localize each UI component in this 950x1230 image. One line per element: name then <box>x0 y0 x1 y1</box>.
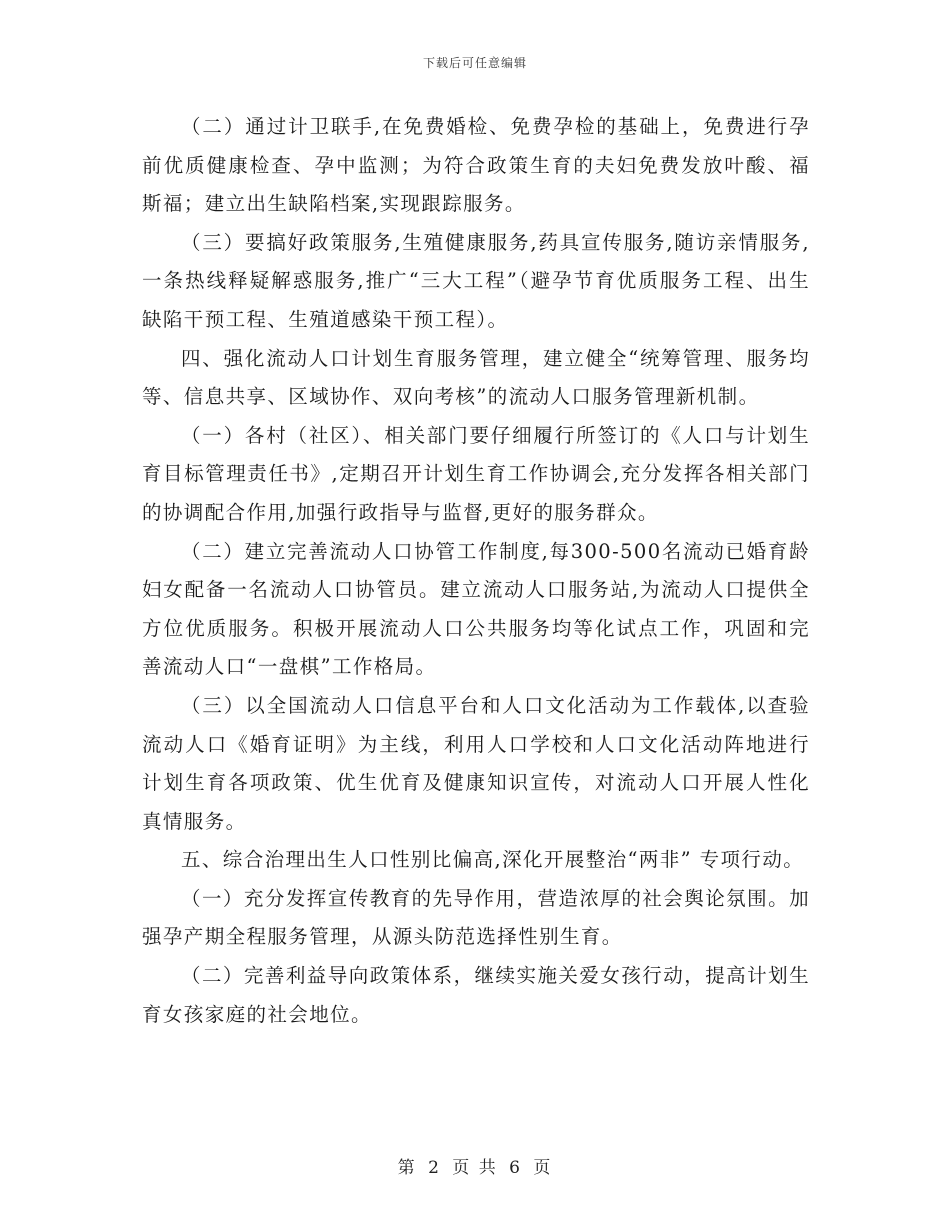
total-page-count: 6 <box>509 1158 522 1178</box>
paragraph-8: （一）充分发挥宣传教育的先导作用，营造浓厚的社会舆论氛围。加强孕产期全程服务管理，从源头防范选择性别生育。 <box>142 886 810 949</box>
footer-middle: 页 共 <box>452 1158 498 1178</box>
paragraph-2: （三）要搞好政策服务,生殖健康服务,药具宣传服务,随访亲情服务,一条热线释疑解惑服务,推广“三大工程”（避孕节育优质服务工程、出生缺陷干预工程、生殖道感染干预工程）。 <box>142 230 810 331</box>
footer-suffix: 页 <box>533 1158 553 1178</box>
footer-prefix: 第 <box>397 1158 417 1178</box>
document-body <box>142 108 810 1034</box>
paragraph-7: 五、综合治理出生人口性别比偏高,深化开展整治“两非” 专项行动。 <box>181 848 805 872</box>
paragraph-1: （二）通过计卫联手,在免费婚检、免费孕检的基础上，免费进行孕前优质健康检查、孕中监测；为符合政策生育的夫妇免费发放叶酸、福斯福；建立出生缺陷档案,实现跟踪服务。 <box>142 115 810 216</box>
paragraph-5: （二）建立完善流动人口协管工作制度,每300-500名流动已婚育龄妇女配备一名流动人口协管员。建立流动人口服务站,为流动人口提供全方位优质服务。积极开展流动人口公共服务均等化试点工作，巩固和完善流动人口“一盘棋”工作格局。 <box>142 539 810 679</box>
page-header-note: 下载后可任意编辑 <box>422 56 527 70</box>
current-page-number: 2 <box>428 1158 441 1178</box>
paragraph-4: （一）各村（社区）、相关部门要仔细履行所签订的《人口与计划生育目标管理责任书》,定期召开计划生育工作协调会,充分发挥各相关部门的协调配合作用,加强行政指导与监督,更好的服务群众。 <box>142 423 810 524</box>
paragraph-3: 四、强化流动人口计划生育服务管理，建立健全“统筹管理、服务均等、信息共享、区域协作、双向考核”的流动人口服务管理新机制。 <box>142 346 810 409</box>
paragraph-9: （二）完善利益导向政策体系，继续实施关爱女孩行动，提高计划生育女孩家庭的社会地位。 <box>142 964 810 1026</box>
page-number-footer <box>0 1153 950 1178</box>
paragraph-6: （三）以全国流动人口信息平台和人口文化活动为工作载体,以查验流动人口《婚育证明》为主线，利用人口学校和人口文化活动阵地进行计划生育各项政策、优生优育及健康知识宣传，对流动人口开展人性化真情服务。 <box>142 693 810 833</box>
